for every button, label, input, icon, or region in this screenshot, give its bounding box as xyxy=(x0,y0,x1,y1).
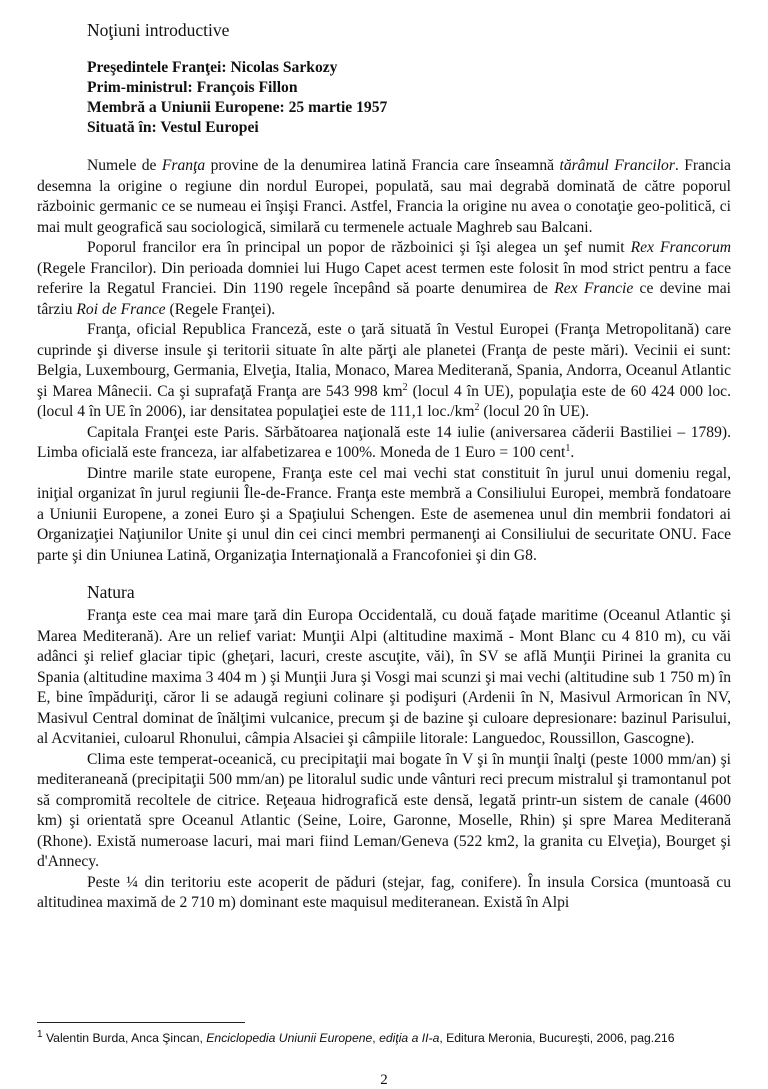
nature-body xyxy=(37,606,731,914)
paragraph-memberships: Dintre marile state europene, Franţa este cel mai vechi stat constituit în jurul unui domeniu regal, iniţial organizat în jurul regiunii Île-de-France. Franţa este membră a Consiliului Europei, membră fondatoare a Uniunii Europene, a zonei Euro şi a Spaţiului Schengen. Este de asemenea unul din membrii fondatori ai Organizaţiei Naţiunilor Unite şi unul din cei cinci membri permanenţi ai Consiliului de securitate ONU. Face parte şi din Uniunea Latină, Organizaţia Internaţională a Francofoniei şi din G8. xyxy=(37,464,731,564)
fact-eu-membership: Membră a Uniunii Europene: 25 martie 1957 xyxy=(87,99,388,116)
document-page xyxy=(37,18,731,914)
paragraph-climate: Clima este temperat-oceanică, cu precipitaţii mai bogate în V şi în munţii înalţi (peste 1000 mm/an) şi mediteraneană (precipitaţii 500 mm/an) pe litoralul sudic unde vânturi reci precum mistralul şi tramontanul pot să compromită recoltele de citrice. Reţeaua hidrografică este densă, legată printr-un sistem de canale (4600 km) şi orientată spre Oceanul Atlantic (Seine, Loire, Garonne, Moselle, Rhin) şi spre Marea Mediterană (Rhone). Există numeroase lacuri, mai mari fiind Leman/Geneva (522 km2, la granita cu Elveţia), Bourget şi d'Annecy. xyxy=(37,750,731,870)
fact-location: Situată în: Vestul Europei xyxy=(87,119,259,136)
paragraph-franks: Poporul francilor era în principal un popor de războinici şi îşi alegea un şef numit Rex Francorum (Regele Francilor). Din perioada domniei lui Hugo Capet acest termen este folosit în mod strict pentru a face referire la Regatul Franciei. Din 1190 regele începând să poarte denumirea de Rex Francie ce devine mai târziu Roi de France (Regele Franţei). xyxy=(37,239,731,318)
key-facts xyxy=(87,58,731,138)
fact-prime-minister: Prim-ministrul: François Fillon xyxy=(87,79,298,96)
paragraph-capital: Capitala Franţei este Paris. Sărbătoarea naţională este 14 iulie (aniversarea căderii Bastiliei – 1789). Limba oficială este franceza, iar alfabetizarea e 100%. Moneda de 1 Euro = 100 cent$^1$. xyxy=(37,423,731,461)
paragraph-name-origin: Numele de Franţa provine de la denumirea latină Francia care înseamnă tărâmul Francilor. Francia desemna la origine o regiune din nordul Europei, populată, sau mai degrabă dominată de către poporul războinic germanic ce se numeau ei înşişi Franci. Astfel, Francia la origine nu avea o conotaţie geo-politică, ci mai mult geografică sau sociologică, similară cu termenele actuale Maghreb sau Balcani. xyxy=(37,157,731,236)
section-title-introduction: Noţiuni introductive xyxy=(87,20,230,40)
paragraph-relief: Franţa este cea mai mare ţară din Europa Occidentală, cu două faţade maritime (Oceanul Atlantic şi Marea Mediterană). Are un relief variat: Munţii Alpi (altitudine maximă - Mont Blanc cu 4 810 m), cu văi adânci şi relief glaciar tipic (gheţari, lacuri, creste ascuţite, văi), în SV se află Munţii Pirinei la granita cu Spania (altitudine maxima 3 404 m ) şi Munţii Jura şi Vosgi mai scunzi şi mai vechi (altitudine sub 1 750 m) în E, bine împăduriţi, căror li se adaugă regiuni colinare şi podişuri (Ardenii în N, Masivul Armorican în NV, Masivul Central dominat de înălţimi vulcanice, precum şi de bazine şi culoare depresionare: bazinul Parisului, al Acvitaniei, culoarul Rhonului, câmpia Alsaciei şi câmpiile litorale: Languedoc, Roussillon, Gascogne). xyxy=(37,607,731,747)
footnote-reference: 1 xyxy=(565,442,571,454)
footnote: $^1$ Valentin Burda, Anca Şincan, Enciclopedia Uniunii Europene, ediţia a II-a, Editura Meronia, Bucureşti, 2006, pag.216 xyxy=(37,1028,675,1045)
introduction-body xyxy=(37,156,731,566)
fact-president: Preşedintele Franţei: Nicolas Sarkozy xyxy=(87,59,338,76)
section-title-nature: Natura xyxy=(87,582,135,602)
paragraph-forests: Peste ¼ din teritoriu este acoperit de păduri (stejar, fag, conifere). În insula Corsica (muntoasă cu altitudinea maximă de 2 710 m) dominant este maquisul mediteranean. Există în Alpi xyxy=(37,873,731,911)
page-number: 2 xyxy=(380,1072,388,1088)
footnote-divider xyxy=(37,1022,245,1023)
paragraph-geography-overview: Franţa, oficial Republica Franceză, este o ţară situată în Vestul Europei (Franţa Metropolitană) care cuprinde şi diverse insule şi teritorii situate în alte părţi ale planetei (Franţa de peste mări). Vecinii ei sunt: Belgia, Luxembourg, Germania, Elveţia, Italia, Monaco, Marea Mediterană, Spania, Andorra, Oceanul Atlantic şi Marea Mânecii. Ca şi suprafaţă Franţa are 543 998 $km^2$ (locul 4 în UE), populaţia este de 60 424 000 loc. (locul 4 în UE în 2006), iar densitatea populaţiei este de 111,1 $loc./km^2$ (locul 20 în UE). xyxy=(37,321,731,420)
